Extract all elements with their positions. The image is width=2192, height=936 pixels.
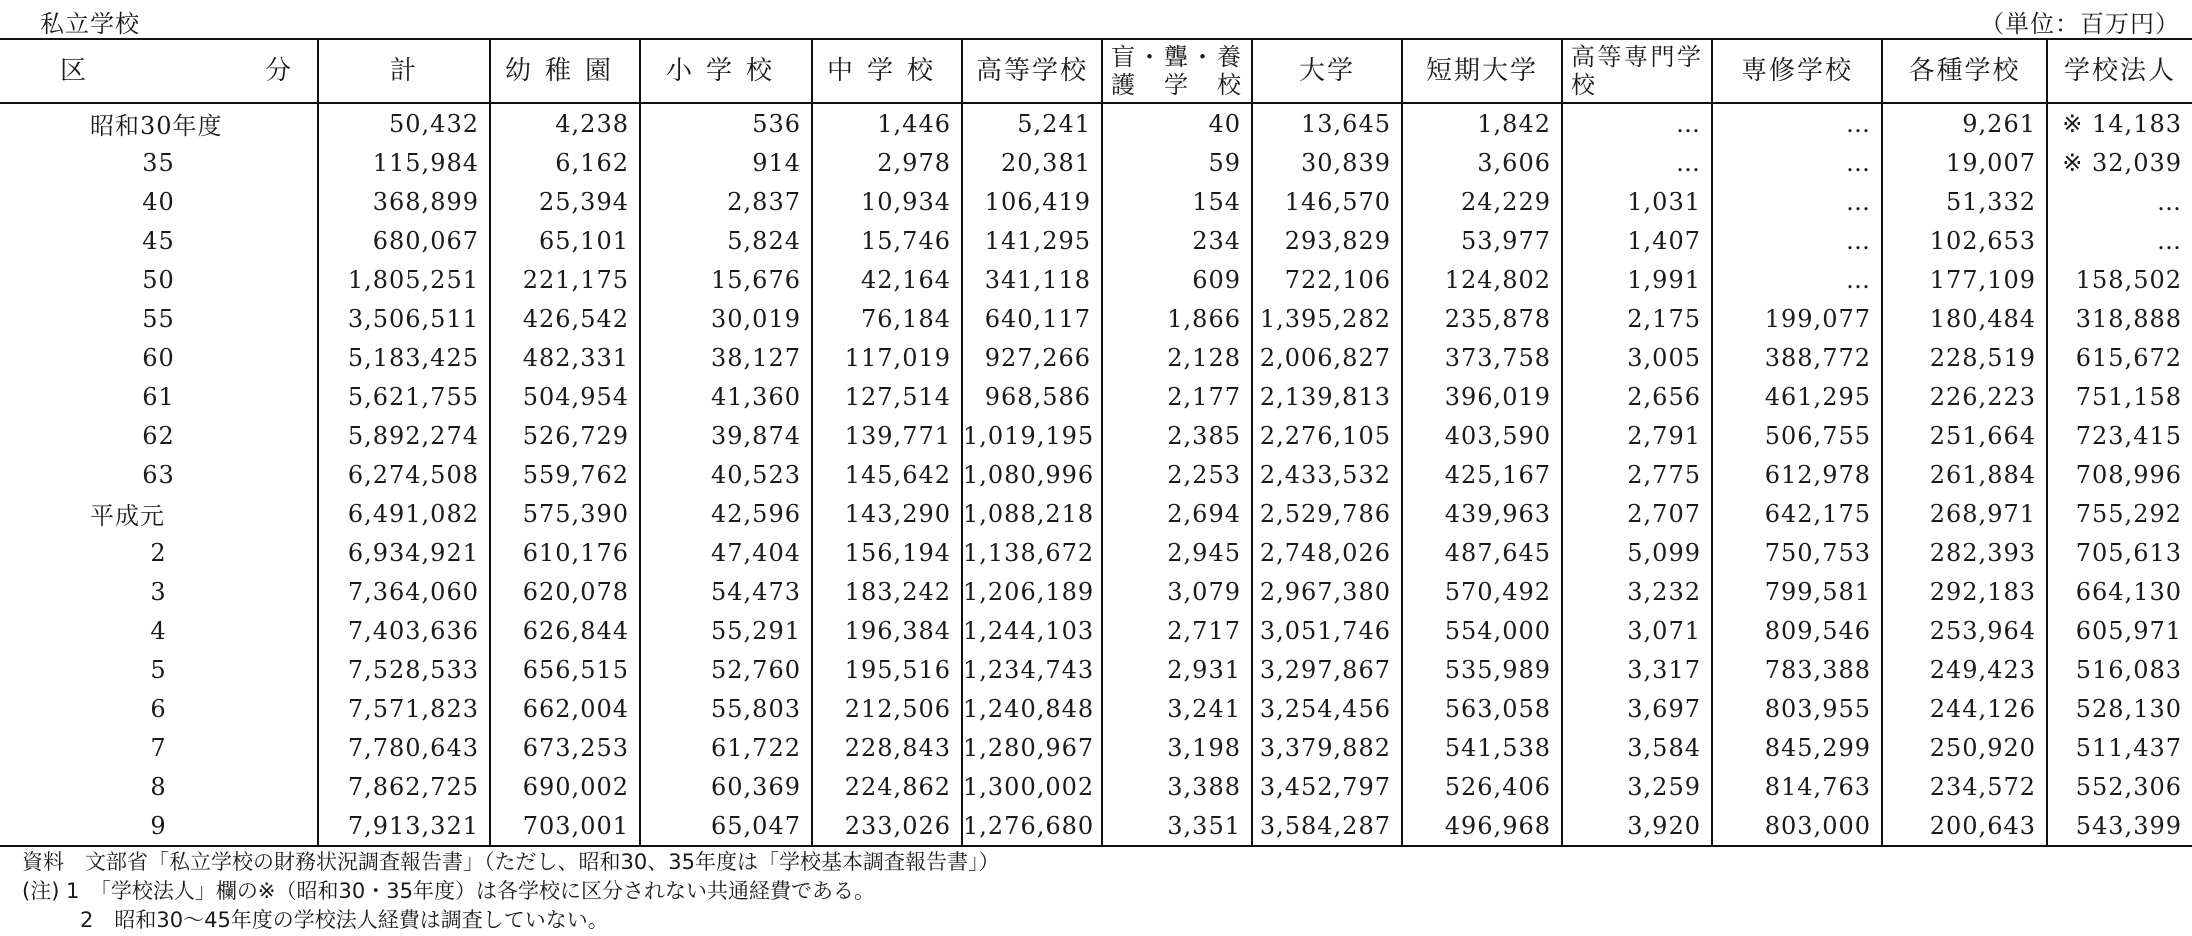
table-cell: 282,393 <box>1882 533 2047 572</box>
table-cell: 146,570 <box>1252 182 1402 221</box>
table-cell: 221,175 <box>490 260 640 299</box>
table-cell: 13,645 <box>1252 103 1402 143</box>
table-cell: 809,546 <box>1712 611 1882 650</box>
table-cell: 139,771 <box>812 416 962 455</box>
table-cell: 425,167 <box>1402 455 1562 494</box>
table-cell: 664,130 <box>2047 572 2192 611</box>
table-cell: 9,261 <box>1882 103 2047 143</box>
table-cell: 2,945 <box>1102 533 1252 572</box>
table-cell: 3,259 <box>1562 767 1712 806</box>
page-title: 私立学校 <box>40 10 140 38</box>
table-cell: 927,266 <box>962 338 1102 377</box>
table-row <box>0 572 2192 611</box>
table-cell: 3,254,456 <box>1252 689 1402 728</box>
table-cell: 615,672 <box>2047 338 2192 377</box>
table-cell: 2,748,026 <box>1252 533 1402 572</box>
table-cell: … <box>1712 221 1882 260</box>
table-cell: 141,295 <box>962 221 1102 260</box>
table-cell: 368,899 <box>318 182 490 221</box>
row-label: 60 <box>142 343 175 372</box>
row-label: 5 <box>150 655 167 684</box>
table-cell: 3,232 <box>1562 572 1712 611</box>
table-cell: ※ 32,039 <box>2047 143 2192 182</box>
table-cell: 3,452,797 <box>1252 767 1402 806</box>
table-cell: 249,423 <box>1882 650 2047 689</box>
table-cell: 244,126 <box>1882 689 2047 728</box>
table-cell: 3,317 <box>1562 650 1712 689</box>
table-cell: 156,194 <box>812 533 962 572</box>
table-cell: 235,878 <box>1402 299 1562 338</box>
table-cell: 127,514 <box>812 377 962 416</box>
table-cell: 5,241 <box>962 103 1102 143</box>
table-cell: 1,280,967 <box>962 728 1102 767</box>
table-cell: 3,584,287 <box>1252 806 1402 846</box>
table-cell: … <box>1562 143 1712 182</box>
table-row <box>0 103 2192 143</box>
table-cell: 2,967,380 <box>1252 572 1402 611</box>
table-cell: 39,874 <box>640 416 812 455</box>
row-label: 3 <box>150 577 167 606</box>
table-cell: … <box>2047 221 2192 260</box>
table-cell: 708,996 <box>2047 455 2192 494</box>
table-cell: 1,244,103 <box>962 611 1102 650</box>
table-cell: 51,332 <box>1882 182 2047 221</box>
table-cell: 680,067 <box>318 221 490 260</box>
table-cell: 55,803 <box>640 689 812 728</box>
table-cell: 183,242 <box>812 572 962 611</box>
table-cell: 536 <box>640 103 812 143</box>
table-cell: 7,403,636 <box>318 611 490 650</box>
table-cell: … <box>1712 182 1882 221</box>
table-cell: 439,963 <box>1402 494 1562 533</box>
table-cell: 200,643 <box>1882 806 2047 846</box>
table-row <box>0 689 2192 728</box>
table-cell: 212,506 <box>812 689 962 728</box>
table-cell: 612,978 <box>1712 455 1882 494</box>
row-label: 35 <box>142 148 175 177</box>
table-cell: 3,584 <box>1562 728 1712 767</box>
table-cell: 59 <box>1102 143 1252 182</box>
table-cell: 40,523 <box>640 455 812 494</box>
table-cell: 224,862 <box>812 767 962 806</box>
table-cell: 3,005 <box>1562 338 1712 377</box>
row-label: 平成元 <box>90 502 165 530</box>
table-cell: 388,772 <box>1712 338 1882 377</box>
table-cell: 690,002 <box>490 767 640 806</box>
table-row <box>0 299 2192 338</box>
table-cell: 1,805,251 <box>318 260 490 299</box>
notes <box>22 848 999 935</box>
table-cell: 3,697 <box>1562 689 1712 728</box>
table-cell: 47,404 <box>640 533 812 572</box>
table-row <box>0 416 2192 455</box>
table-cell: 2,791 <box>1562 416 1712 455</box>
table-cell: 2,978 <box>812 143 962 182</box>
table-row <box>0 182 2192 221</box>
table-cell: 6,274,508 <box>318 455 490 494</box>
table-cell: 30,019 <box>640 299 812 338</box>
table-cell: 52,760 <box>640 650 812 689</box>
table-cell: 76,184 <box>812 299 962 338</box>
table-cell: 461,295 <box>1712 377 1882 416</box>
row-label: 63 <box>142 460 175 489</box>
header-junior-high: 中学校 <box>812 39 962 103</box>
table-cell: 2,006,827 <box>1252 338 1402 377</box>
table-row <box>0 377 2192 416</box>
table-cell: 15,746 <box>812 221 962 260</box>
table-cell: 234 <box>1102 221 1252 260</box>
table-cell: 2,175 <box>1562 299 1712 338</box>
table-cell: 799,581 <box>1712 572 1882 611</box>
table-cell: 250,920 <box>1882 728 2047 767</box>
table-cell: 228,843 <box>812 728 962 767</box>
table-cell: 426,542 <box>490 299 640 338</box>
table-cell: 554,000 <box>1402 611 1562 650</box>
table-cell: 1,300,002 <box>962 767 1102 806</box>
table-cell: 1,842 <box>1402 103 1562 143</box>
table-cell: 662,004 <box>490 689 640 728</box>
table-cell: 575,390 <box>490 494 640 533</box>
table-cell: 180,484 <box>1882 299 2047 338</box>
table-cell: 318,888 <box>2047 299 2192 338</box>
table-cell: 50,432 <box>318 103 490 143</box>
table-row <box>0 338 2192 377</box>
table-cell: 7,913,321 <box>318 806 490 846</box>
table-cell: 1,407 <box>1562 221 1712 260</box>
table-cell: 5,892,274 <box>318 416 490 455</box>
row-label: 昭和30年度 <box>90 112 223 140</box>
table-row <box>0 806 2192 846</box>
note-2: 2 昭和30～45年度の学校法人経費は調査していない。 <box>80 908 609 932</box>
header-row <box>0 39 2192 103</box>
table-cell: 3,079 <box>1102 572 1252 611</box>
table-cell: 228,519 <box>1882 338 2047 377</box>
table-cell: 106,419 <box>962 182 1102 221</box>
table-cell: 1,234,743 <box>962 650 1102 689</box>
header-school-corporation: 学校法人 <box>2047 39 2192 103</box>
table-cell: 65,101 <box>490 221 640 260</box>
table-cell: 487,645 <box>1402 533 1562 572</box>
table-cell: 124,802 <box>1402 260 1562 299</box>
table-row <box>0 221 2192 260</box>
table-cell: 42,164 <box>812 260 962 299</box>
table-cell: 292,183 <box>1882 572 2047 611</box>
table-cell: 20,381 <box>962 143 1102 182</box>
caption-row <box>0 0 2192 38</box>
table-cell: 722,106 <box>1252 260 1402 299</box>
table-cell: … <box>1712 143 1882 182</box>
table-cell: … <box>1712 260 1882 299</box>
table-cell: 5,099 <box>1562 533 1712 572</box>
table-cell: 253,964 <box>1882 611 2047 650</box>
table-cell: 145,642 <box>812 455 962 494</box>
table-cell: 226,223 <box>1882 377 2047 416</box>
table-cell: 40 <box>1102 103 1252 143</box>
table-cell: 143,290 <box>812 494 962 533</box>
table-cell: 968,586 <box>962 377 1102 416</box>
table-cell: 1,031 <box>1562 182 1712 221</box>
table-cell: 570,492 <box>1402 572 1562 611</box>
table-cell: 2,385 <box>1102 416 1252 455</box>
table-row <box>0 494 2192 533</box>
table-cell: 7,862,725 <box>318 767 490 806</box>
table-cell: 656,515 <box>490 650 640 689</box>
table-cell: 751,158 <box>2047 377 2192 416</box>
table-row <box>0 611 2192 650</box>
table-cell: 373,758 <box>1402 338 1562 377</box>
table-cell: 563,058 <box>1402 689 1562 728</box>
table-cell: 1,991 <box>1562 260 1712 299</box>
table-cell: 3,379,882 <box>1252 728 1402 767</box>
row-label: 61 <box>142 382 175 411</box>
table-cell: 3,351 <box>1102 806 1252 846</box>
table-cell: 117,019 <box>812 338 962 377</box>
header-misc-school: 各種学校 <box>1882 39 2047 103</box>
header-total: 計 <box>318 39 490 103</box>
table-cell: 10,934 <box>812 182 962 221</box>
table-cell: 61,722 <box>640 728 812 767</box>
table-cell: 535,989 <box>1402 650 1562 689</box>
table-cell: 233,026 <box>812 806 962 846</box>
table-cell: 705,613 <box>2047 533 2192 572</box>
table-cell: 154 <box>1102 182 1252 221</box>
table-cell: 268,971 <box>1882 494 2047 533</box>
table-cell: 2,128 <box>1102 338 1252 377</box>
table-cell: 605,971 <box>2047 611 2192 650</box>
table-cell: 914 <box>640 143 812 182</box>
table-cell: 755,292 <box>2047 494 2192 533</box>
table-cell: 7,780,643 <box>318 728 490 767</box>
table-cell: … <box>2047 182 2192 221</box>
table-cell: 543,399 <box>2047 806 2192 846</box>
table-cell: 15,676 <box>640 260 812 299</box>
row-label: 9 <box>0 806 318 846</box>
table-cell: 1,206,189 <box>962 572 1102 611</box>
table-cell: 403,590 <box>1402 416 1562 455</box>
table-cell: 4,238 <box>490 103 640 143</box>
expenditure-table <box>0 38 2192 847</box>
table-cell: 750,753 <box>1712 533 1882 572</box>
table-cell: 7,528,533 <box>318 650 490 689</box>
table-row <box>0 533 2192 572</box>
table-cell: 293,829 <box>1252 221 1402 260</box>
table-cell: 1,080,996 <box>962 455 1102 494</box>
table-cell: 2,717 <box>1102 611 1252 650</box>
table-cell: 6,162 <box>490 143 640 182</box>
table-cell: 199,077 <box>1712 299 1882 338</box>
table-cell: 158,502 <box>2047 260 2192 299</box>
table-cell: 2,707 <box>1562 494 1712 533</box>
table-cell: 610,176 <box>490 533 640 572</box>
table-cell: 3,241 <box>1102 689 1252 728</box>
table-cell: 2,775 <box>1562 455 1712 494</box>
header-university: 大学 <box>1252 39 1402 103</box>
row-label: 7 <box>150 733 167 762</box>
table-cell: 516,083 <box>2047 650 2192 689</box>
table-row <box>0 650 2192 689</box>
table-cell: 2,276,105 <box>1252 416 1402 455</box>
table-cell: … <box>1712 103 1882 143</box>
table-cell: 3,051,746 <box>1252 611 1402 650</box>
table-cell: 2,433,532 <box>1252 455 1402 494</box>
table-cell: 53,977 <box>1402 221 1562 260</box>
table-cell: 38,127 <box>640 338 812 377</box>
table-cell: 2,253 <box>1102 455 1252 494</box>
table-cell: 845,299 <box>1712 728 1882 767</box>
table-cell: … <box>1562 103 1712 143</box>
header-vocational-school: 専修学校 <box>1712 39 1882 103</box>
header-category: 区 分 <box>0 39 318 103</box>
header-junior-college: 短期大学 <box>1402 39 1562 103</box>
table-cell: 41,360 <box>640 377 812 416</box>
table-cell: 65,047 <box>640 806 812 846</box>
table-cell: 19,007 <box>1882 143 2047 182</box>
table-cell: 3,506,511 <box>318 299 490 338</box>
table-cell: 251,664 <box>1882 416 2047 455</box>
table-cell: 640,117 <box>962 299 1102 338</box>
table-cell: 6,491,082 <box>318 494 490 533</box>
table-row <box>0 455 2192 494</box>
table-cell: 5,621,755 <box>318 377 490 416</box>
table-cell: 102,653 <box>1882 221 2047 260</box>
table-cell: ※ 14,183 <box>2047 103 2192 143</box>
table-cell: 54,473 <box>640 572 812 611</box>
table-cell: 1,240,848 <box>962 689 1102 728</box>
table-cell: 3,920 <box>1562 806 1712 846</box>
table-cell: 196,384 <box>812 611 962 650</box>
table-row <box>0 767 2192 806</box>
table-cell: 396,019 <box>1402 377 1562 416</box>
table-cell: 2,177 <box>1102 377 1252 416</box>
table-cell: 42,596 <box>640 494 812 533</box>
table-cell: 528,130 <box>2047 689 2192 728</box>
table-cell: 2,656 <box>1562 377 1712 416</box>
table-cell: 6,934,921 <box>318 533 490 572</box>
table-row <box>0 143 2192 182</box>
table-cell: 7,364,060 <box>318 572 490 611</box>
table-cell: 526,729 <box>490 416 640 455</box>
table-cell: 5,183,425 <box>318 338 490 377</box>
unit-label: （単位：百万円） <box>1980 10 2180 38</box>
table-cell: 496,968 <box>1402 806 1562 846</box>
table-row <box>0 260 2192 299</box>
table-cell: 5,824 <box>640 221 812 260</box>
row-label: 4 <box>150 616 167 645</box>
row-label: 6 <box>150 694 167 723</box>
table-cell: 3,297,867 <box>1252 650 1402 689</box>
table-cell: 1,395,282 <box>1252 299 1402 338</box>
table-cell: 552,306 <box>2047 767 2192 806</box>
row-label: 45 <box>142 226 175 255</box>
row-label: 55 <box>142 304 175 333</box>
row-label: 40 <box>142 187 175 216</box>
table-cell: 814,763 <box>1712 767 1882 806</box>
table-cell: 642,175 <box>1712 494 1882 533</box>
table-body <box>0 103 2192 846</box>
table-cell: 25,394 <box>490 182 640 221</box>
table-cell: 504,954 <box>490 377 640 416</box>
table-cell: 3,388 <box>1102 767 1252 806</box>
table-cell: 115,984 <box>318 143 490 182</box>
table-cell: 783,388 <box>1712 650 1882 689</box>
table-cell: 3,071 <box>1562 611 1712 650</box>
table-cell: 541,538 <box>1402 728 1562 767</box>
table-cell: 30,839 <box>1252 143 1402 182</box>
table-cell: 2,694 <box>1102 494 1252 533</box>
row-label: 2 <box>150 538 167 567</box>
table-cell: 559,762 <box>490 455 640 494</box>
table-cell: 261,884 <box>1882 455 2047 494</box>
table-cell: 511,437 <box>2047 728 2192 767</box>
header-kindergarten: 幼稚園 <box>490 39 640 103</box>
note-1: (注) 1 「学校法人」欄の※（昭和30・35年度）は各学校に区分されない共通経費である。 <box>22 879 875 903</box>
table-cell: 723,415 <box>2047 416 2192 455</box>
table-cell: 1,866 <box>1102 299 1252 338</box>
table-row <box>0 728 2192 767</box>
table-cell: 1,019,195 <box>962 416 1102 455</box>
table-cell: 2,529,786 <box>1252 494 1402 533</box>
table-cell: 55,291 <box>640 611 812 650</box>
row-label: 50 <box>142 265 175 294</box>
header-elementary: 小学校 <box>640 39 812 103</box>
table-cell: 620,078 <box>490 572 640 611</box>
table-cell: 482,331 <box>490 338 640 377</box>
table-cell: 526,406 <box>1402 767 1562 806</box>
table-cell: 2,837 <box>640 182 812 221</box>
table-cell: 626,844 <box>490 611 640 650</box>
table-cell: 703,001 <box>490 806 640 846</box>
header-high-school: 高等学校 <box>962 39 1102 103</box>
table-cell: 3,606 <box>1402 143 1562 182</box>
table-cell: 673,253 <box>490 728 640 767</box>
table-cell: 341,118 <box>962 260 1102 299</box>
table-cell: 60,369 <box>640 767 812 806</box>
table-cell: 1,446 <box>812 103 962 143</box>
table-cell: 2,931 <box>1102 650 1252 689</box>
table-cell: 1,088,218 <box>962 494 1102 533</box>
table-cell: 803,000 <box>1712 806 1882 846</box>
table-cell: 803,955 <box>1712 689 1882 728</box>
table-cell: 1,138,672 <box>962 533 1102 572</box>
table-cell: 177,109 <box>1882 260 2047 299</box>
table-cell: 506,755 <box>1712 416 1882 455</box>
header-technical-college: 高等専門学校 <box>1562 39 1712 103</box>
header-special-school: 盲・聾・養護学校 <box>1102 39 1252 103</box>
table-cell: 24,229 <box>1402 182 1562 221</box>
table-cell: 195,516 <box>812 650 962 689</box>
table-cell: 609 <box>1102 260 1252 299</box>
table-cell: 234,572 <box>1882 767 2047 806</box>
table-cell: 1,276,680 <box>962 806 1102 846</box>
row-label: 8 <box>150 772 167 801</box>
table-cell: 7,571,823 <box>318 689 490 728</box>
source-note: 資料 文部省「私立学校の財務状況調査報告書」（ただし、昭和30、35年度は「学校基本調査報告書」） <box>22 850 1000 874</box>
table-cell: 3,198 <box>1102 728 1252 767</box>
table-cell: 2,139,813 <box>1252 377 1402 416</box>
row-label: 62 <box>142 421 175 450</box>
